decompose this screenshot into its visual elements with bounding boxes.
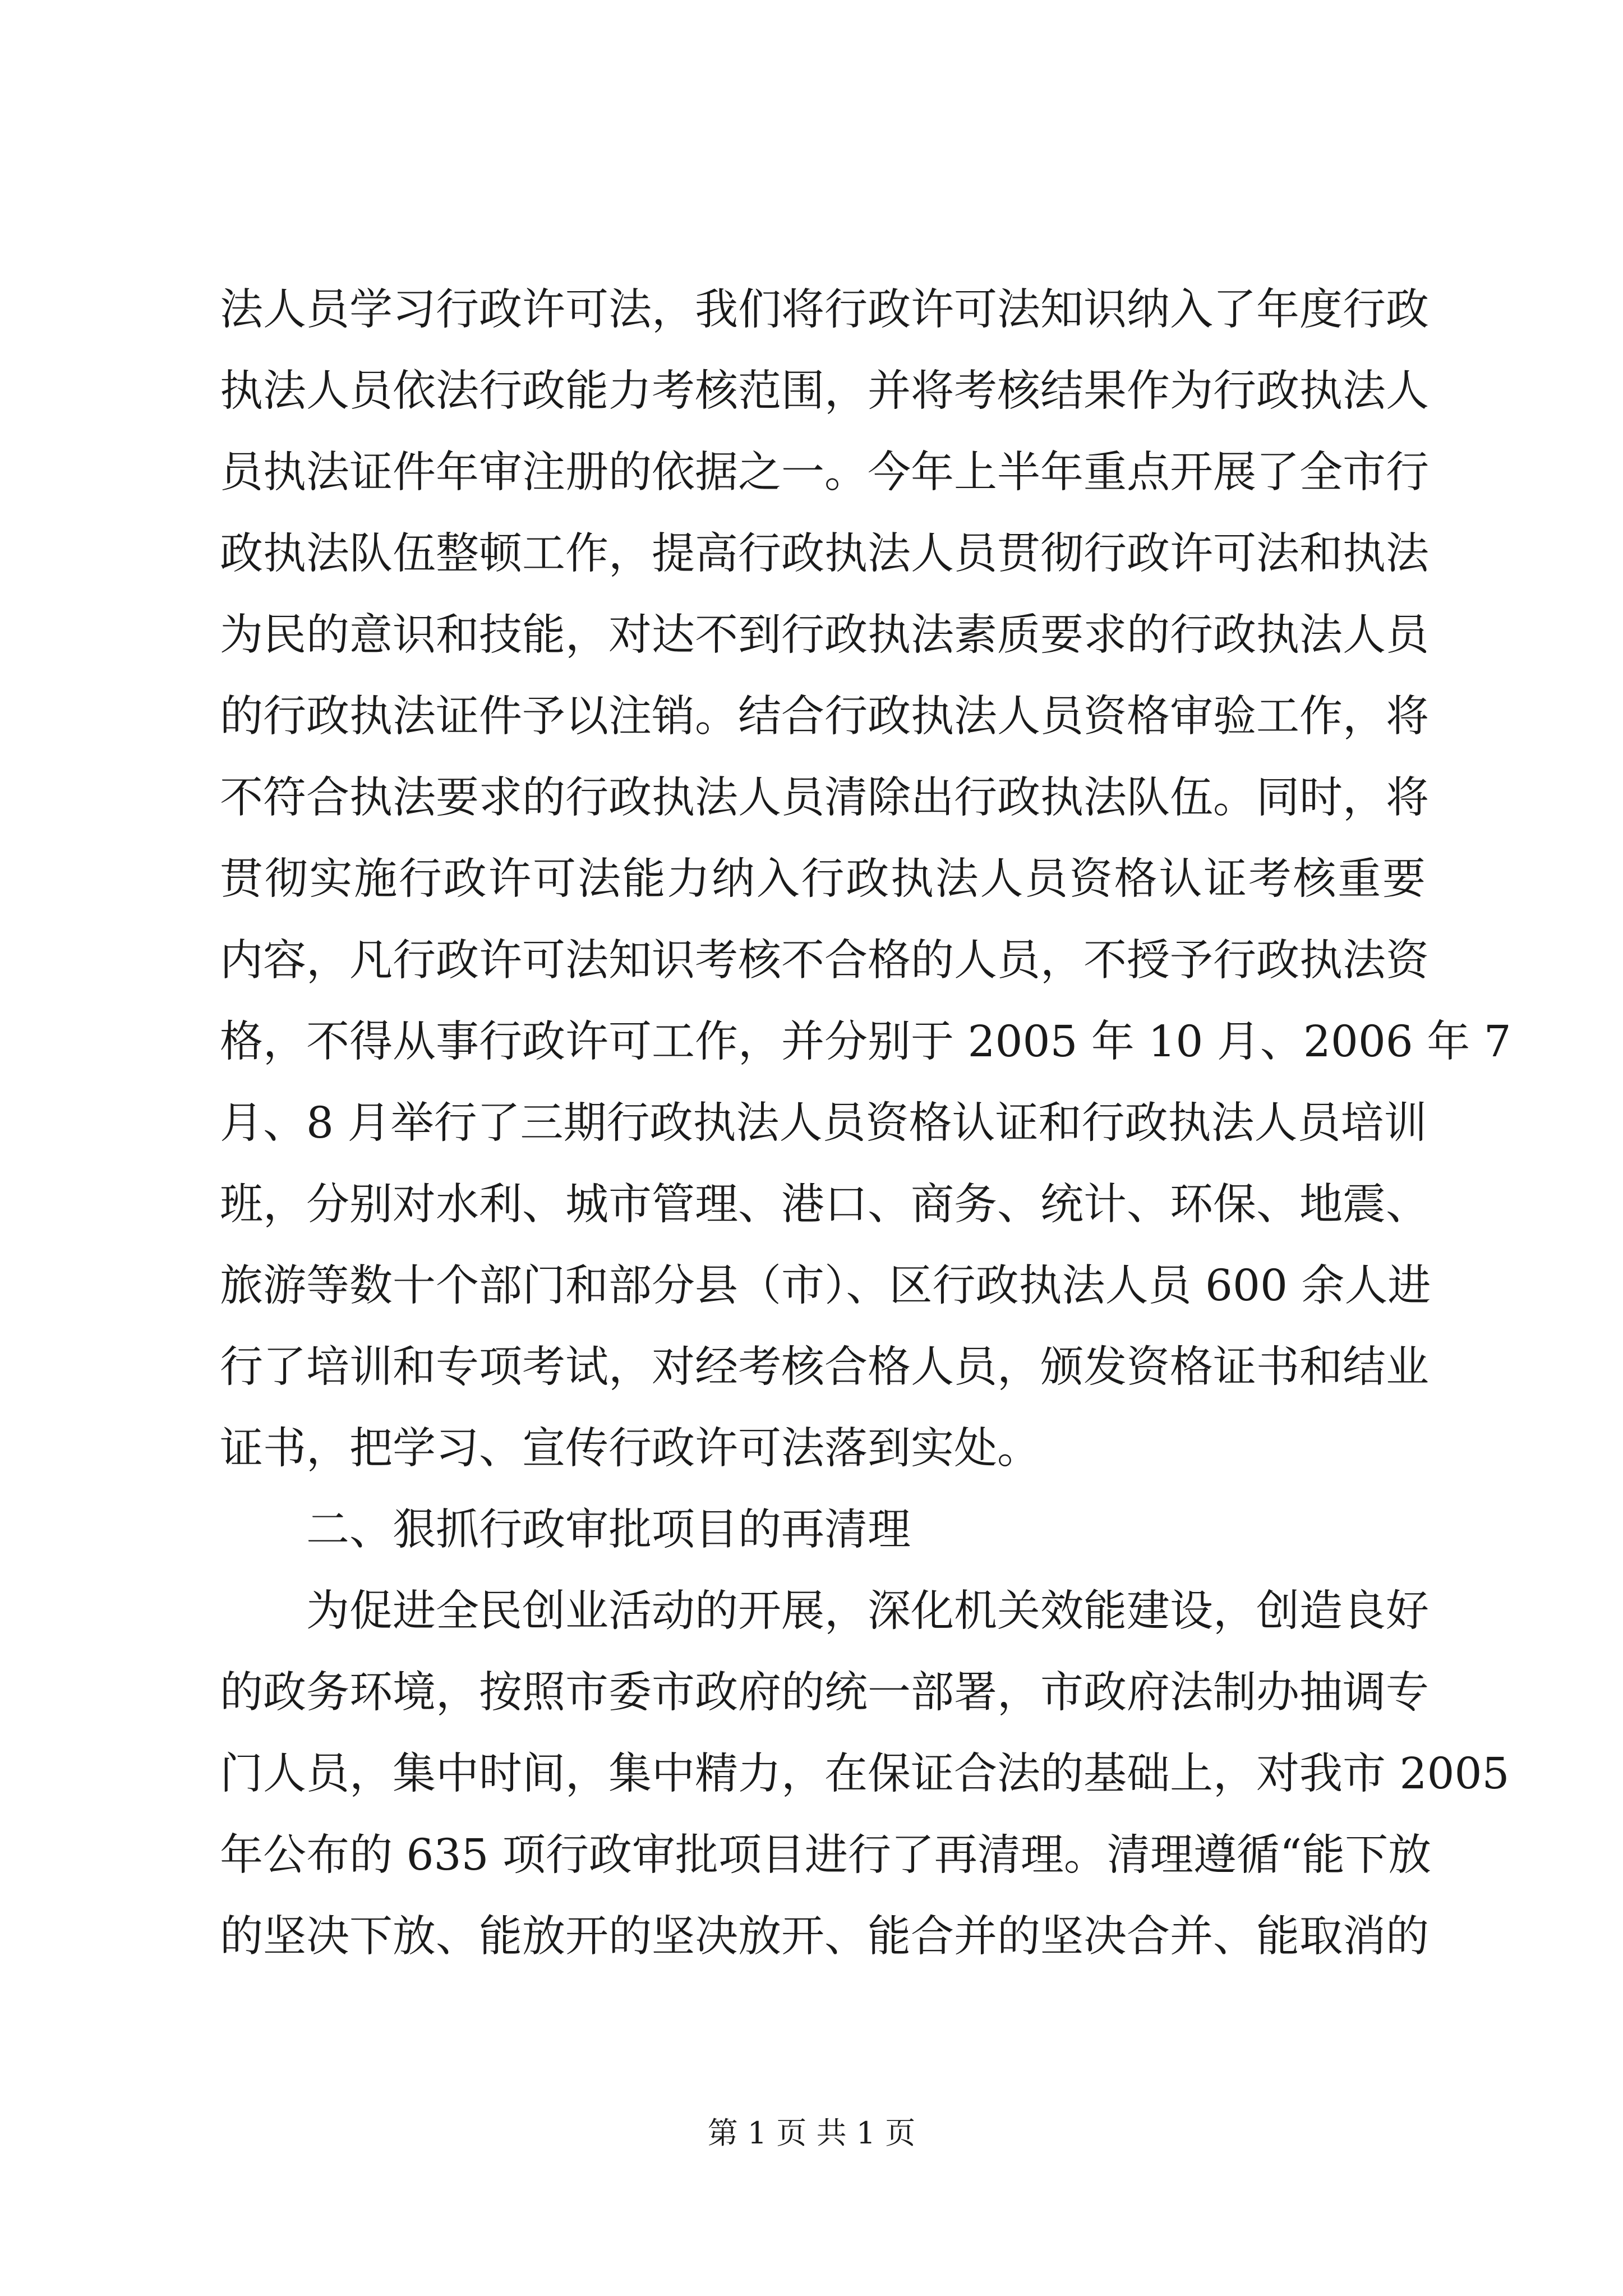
paragraph-line: 贯彻实施行政许可法能力纳入行政执法人员资格认证考核重要 xyxy=(220,854,1426,904)
paragraph-line: 班，分别对水利、城市管理、港口、商务、统计、环保、地震、 xyxy=(220,1180,1429,1230)
paragraph-line: 的行政执法证件予以注销。结合行政执法人员资格审验工作，将 xyxy=(220,692,1429,742)
paragraph-line: 不符合执法要求的行政执法人员清除出行政执法队伍。同时，将 xyxy=(220,773,1429,823)
page-footer xyxy=(0,2114,1623,2153)
paragraph-line: 为促进全民创业活动的开展，深化机关效能建设，创造良好 xyxy=(306,1586,1429,1636)
paragraph-line: 的坚决下放、能放开的坚决放开、能合并的坚决合并、能取消的 xyxy=(220,1912,1429,1962)
page-number: 第 1 页 共 1 页 xyxy=(707,2115,916,2151)
paragraph-line: 的政务环境，按照市委市政府的统一部署，市政府法制办抽调专 xyxy=(220,1668,1429,1718)
paragraph-line: 门人员，集中时间，集中精力，在保证合法的基础上，对我市 2005 xyxy=(220,1749,1510,1799)
paragraph-line: 为民的意识和技能，对达不到行政执法素质要求的行政执法人员 xyxy=(220,610,1429,660)
paragraph-line: 格，不得从事行政许可工作，并分别于 2005 年 10 月、2006 年 7 xyxy=(220,1017,1511,1067)
document-body xyxy=(220,269,1511,1977)
paragraph-line: 年公布的 635 项行政审批项目进行了再清理。清理遵循“能下放 xyxy=(220,1830,1432,1880)
paragraph-line: 执法人员依法行政能力考核范围，并将考核结果作为行政执法人 xyxy=(220,366,1429,416)
paragraph-line: 证书，把学习、宣传行政许可法落到实处。 xyxy=(220,1424,1040,1474)
paragraph-line: 法人员学习行政许可法，我们将行政许可法知识纳入了年度行政 xyxy=(220,285,1429,335)
paragraph-line: 旅游等数十个部门和部分县（市）、区行政执法人员 600 余人进 xyxy=(220,1261,1431,1311)
paragraph-line: 员执法证件年审注册的依据之一。今年上半年重点开展了全市行 xyxy=(220,448,1429,498)
paragraph-line: 政执法队伍整顿工作，提高行政执法人员贯彻行政许可法和执法 xyxy=(220,529,1429,579)
paragraph-line: 月、8 月举行了三期行政执法人员资格认证和行政执法人员培训 xyxy=(220,1098,1427,1148)
paragraph-line: 行了培训和专项考试，对经考核合格人员，颁发资格证书和结业 xyxy=(220,1342,1429,1392)
paragraph-line: 内容，凡行政许可法知识考核不合格的人员，不授予行政执法资 xyxy=(220,936,1429,986)
section-heading: 二、狠抓行政审批项目的再清理 xyxy=(306,1505,911,1555)
